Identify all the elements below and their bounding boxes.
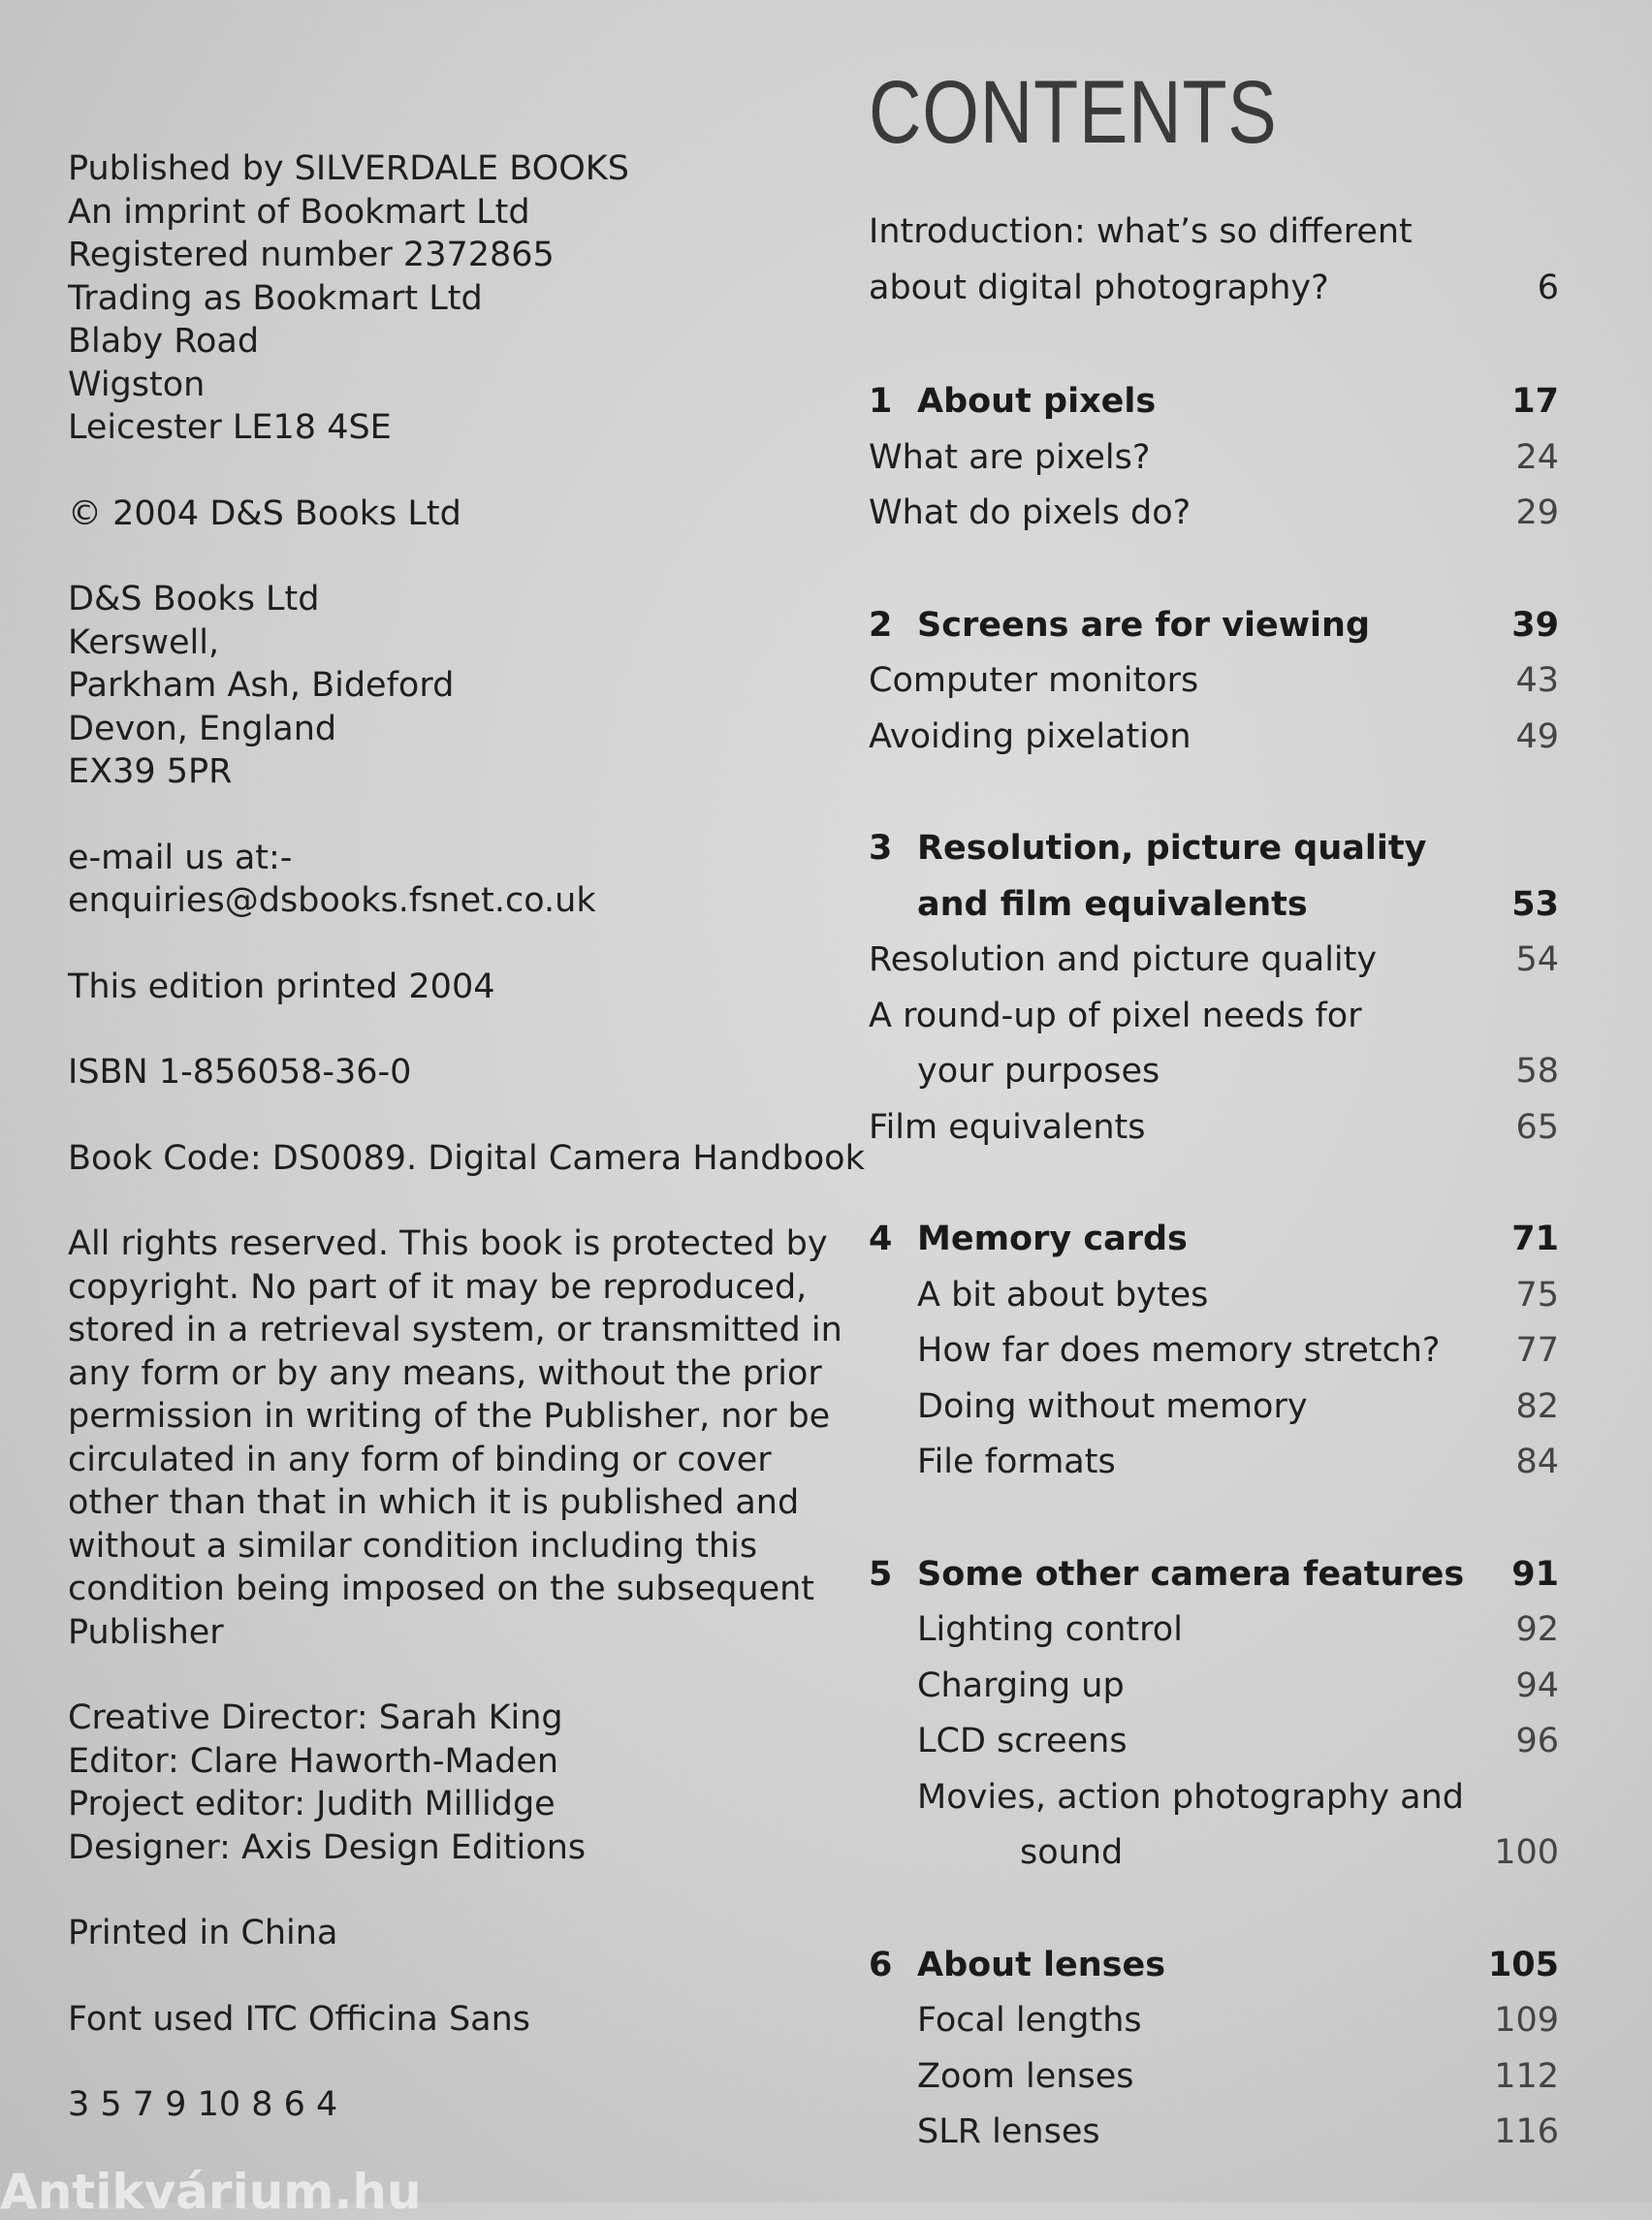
rights-line: permission in writing of the Publisher, nor be xyxy=(68,1397,831,1436)
section-page: 94 xyxy=(1515,1665,1559,1705)
rights-line: without a similar condition including this xyxy=(68,1526,758,1566)
section-page: 77 xyxy=(1515,1331,1559,1370)
rights-block xyxy=(68,1222,842,1654)
section-page: 75 xyxy=(1515,1275,1559,1315)
email-block xyxy=(68,837,805,923)
watermark: Antikvárium.hu xyxy=(0,2164,422,2220)
section-page: 100 xyxy=(1494,1833,1559,1872)
rights-line: copyright. No part of it may be reproduced, xyxy=(68,1267,808,1307)
section-page: 82 xyxy=(1515,1386,1559,1426)
address-line: Parkham Ash, Bideford xyxy=(68,666,455,705)
chapter-title: Memory cards xyxy=(917,1220,1188,1258)
chapter-page: 17 xyxy=(1511,382,1559,421)
credit-line: Editor: Clare Haworth-Maden xyxy=(68,1741,559,1781)
imprint-page xyxy=(68,147,865,2170)
rights-line: other than that in which it is published and xyxy=(68,1483,800,1522)
rights-line: All rights reserved. This book is protected by xyxy=(68,1224,828,1263)
section-title: Doing without memory xyxy=(917,1386,1308,1426)
chapter-6 xyxy=(869,1938,1567,2161)
chapter-title: Screens are for viewing xyxy=(917,605,1370,645)
chapter-1 xyxy=(869,374,1567,542)
publisher-line: Wigston xyxy=(68,365,206,404)
section-page: 84 xyxy=(1515,1443,1559,1481)
section-title: SLR lenses xyxy=(917,2112,1100,2151)
chapter-2 xyxy=(869,598,1567,766)
publisher-line: Registered number 2372865 xyxy=(68,236,555,274)
credit-line: Project editor: Judith Millidge xyxy=(68,1785,556,1824)
publisher-line: Published by SILVERDALE BOOKS xyxy=(68,149,629,188)
section-title: What do pixels do? xyxy=(869,493,1191,532)
address-block xyxy=(68,578,805,794)
chapter-page: 105 xyxy=(1487,1945,1559,1984)
chapter-page: 91 xyxy=(1511,1554,1559,1594)
section-page: 109 xyxy=(1494,2001,1559,2040)
section-page: 96 xyxy=(1515,1722,1559,1760)
chapter-page: 53 xyxy=(1511,884,1559,924)
chapter-page: 71 xyxy=(1511,1220,1559,1258)
section-page: 65 xyxy=(1515,1107,1559,1147)
chapter-title: Resolution, picture quality xyxy=(917,829,1427,868)
chapter-number: 2 xyxy=(869,605,893,645)
section-title: Movies, action photography and xyxy=(917,1777,1465,1817)
section-page: 24 xyxy=(1515,437,1559,477)
chapter-title: About lenses xyxy=(917,1945,1166,1984)
address-line: EX39 5PR xyxy=(68,752,233,791)
isbn: ISBN 1-856058-36-0 xyxy=(68,1053,412,1092)
section-title: Avoiding pixelation xyxy=(869,716,1191,756)
intro-title-line: about digital photography? xyxy=(869,269,1329,307)
edition-note: This edition printed 2004 xyxy=(68,967,495,1006)
chapter-number: 3 xyxy=(869,829,893,868)
email-label: e-mail us at:- xyxy=(68,838,293,877)
print-run: 3 5 7 9 10 8 6 4 xyxy=(68,2085,338,2124)
section-title: How far does memory stretch? xyxy=(917,1331,1441,1370)
publisher-block xyxy=(68,147,805,450)
section-title: sound xyxy=(1020,1833,1124,1872)
book-code: Book Code: DS0089. Digital Camera Handbook xyxy=(68,1138,865,1178)
section-page: 116 xyxy=(1494,2112,1559,2151)
email-address: enquiries@dsbooks.fsnet.co.uk xyxy=(68,881,596,920)
section-title: Computer monitors xyxy=(869,661,1199,700)
intro-entry xyxy=(869,204,1567,316)
credit-line: Designer: Axis Design Editions xyxy=(68,1827,587,1867)
section-title: Resolution and picture quality xyxy=(869,940,1378,979)
chapter-number: 4 xyxy=(869,1220,893,1258)
chapter-number: 6 xyxy=(869,1945,893,1984)
intro-page: 6 xyxy=(1537,269,1559,307)
section-title: LCD screens xyxy=(917,1722,1128,1760)
section-title: Film equivalents xyxy=(869,1107,1146,1147)
section-page: 54 xyxy=(1515,940,1559,979)
chapter-title: Some other camera features xyxy=(917,1554,1465,1594)
contents-title: CONTENTS xyxy=(869,63,1278,162)
section-title: What are pixels? xyxy=(869,437,1151,477)
credits-block xyxy=(68,1697,805,1869)
copyright-notice: © 2004 D&S Books Ltd xyxy=(68,493,461,533)
section-title: Zoom lenses xyxy=(917,2056,1134,2096)
rights-line: condition being imposed on the subsequent xyxy=(68,1570,815,1608)
section-title: A round-up of pixel needs for xyxy=(869,996,1362,1035)
chapter-number: 1 xyxy=(869,382,893,421)
section-page: 112 xyxy=(1494,2056,1559,2096)
publisher-line: Blaby Road xyxy=(68,322,260,361)
chapter-4 xyxy=(869,1212,1567,1491)
address-line: Devon, England xyxy=(68,709,337,748)
publisher-line: An imprint of Bookmart Ltd xyxy=(68,192,530,232)
intro-title-line: Introduction: what’s so different xyxy=(869,212,1413,251)
rights-line: circulated in any form of binding or cover xyxy=(68,1440,772,1479)
section-page: 43 xyxy=(1515,661,1559,700)
section-page: 92 xyxy=(1515,1610,1559,1649)
rights-line: any form or by any means, without the prior xyxy=(68,1353,822,1393)
publisher-line: Trading as Bookmart Ltd xyxy=(68,278,483,318)
section-page: 58 xyxy=(1515,1052,1559,1091)
section-page: 29 xyxy=(1515,493,1559,532)
chapter-title: About pixels xyxy=(917,382,1157,421)
chapter-number: 5 xyxy=(869,1554,893,1594)
credit-line: Creative Director: Sarah King xyxy=(68,1698,563,1737)
section-title: Charging up xyxy=(917,1665,1125,1705)
rights-line: stored in a retrieval system, or transmitted in xyxy=(68,1311,842,1349)
section-title: Lighting control xyxy=(917,1610,1183,1649)
address-line: D&S Books Ltd xyxy=(68,580,320,618)
chapter-3 xyxy=(869,821,1567,1156)
rights-line: Publisher xyxy=(68,1612,224,1652)
section-title: A bit about bytes xyxy=(917,1275,1209,1315)
chapter-5 xyxy=(869,1547,1567,1882)
section-page: 49 xyxy=(1515,716,1559,756)
publisher-line: Leicester LE18 4SE xyxy=(68,408,392,447)
contents-page xyxy=(869,63,1567,2217)
section-title: File formats xyxy=(917,1443,1116,1481)
font-note: Font used ITC Officina Sans xyxy=(68,1999,531,2039)
chapter-title: and film equivalents xyxy=(917,884,1308,924)
printed-in: Printed in China xyxy=(68,1914,338,1952)
chapter-page: 39 xyxy=(1511,605,1559,645)
section-title: your purposes xyxy=(917,1052,1160,1091)
address-line: Kerswell, xyxy=(68,622,220,662)
section-title: Focal lengths xyxy=(917,2001,1142,2040)
